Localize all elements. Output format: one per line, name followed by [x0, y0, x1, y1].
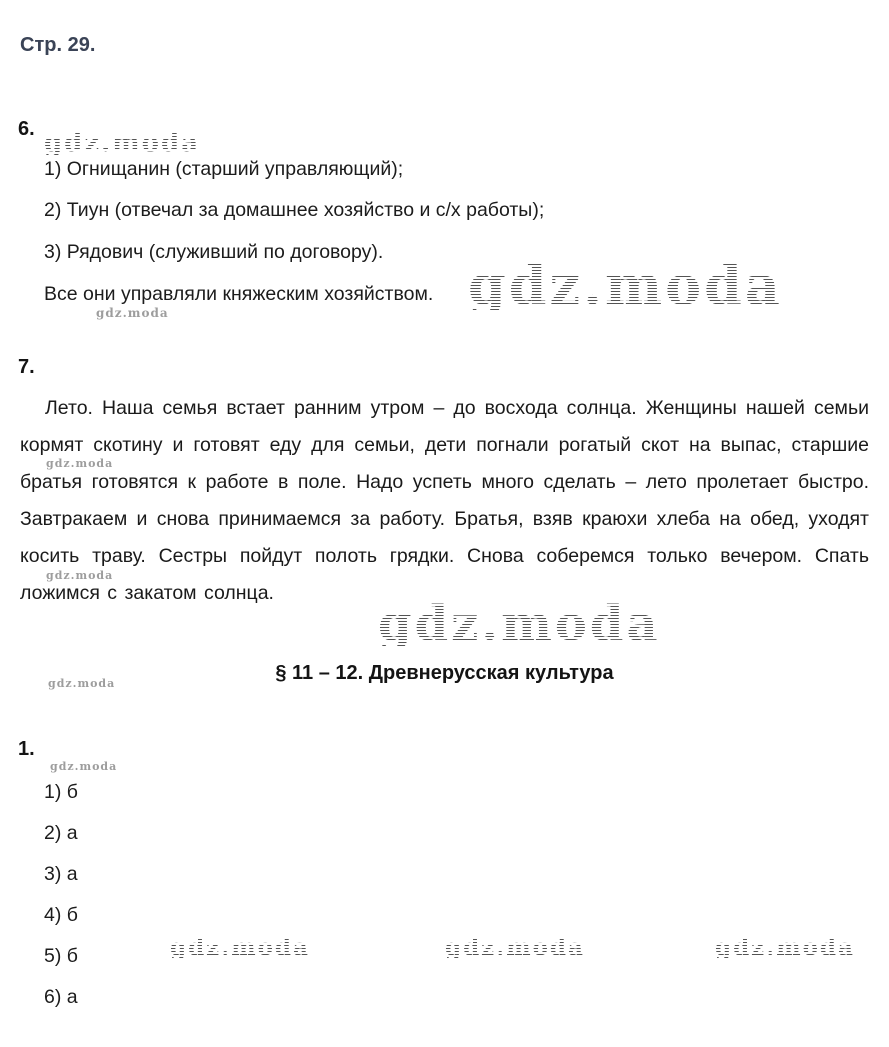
watermark: gdz.moda — [48, 677, 116, 690]
question-6-summary: Все они управляли княжеским хозяйством. — [44, 283, 434, 305]
question-6-answer-item: 3) Рядович (служивший по договору). — [44, 241, 384, 263]
answer-item: 5) б — [44, 945, 78, 967]
question-6-answer-item: 2) Тиун (отвечал за домашнее хозяйство и с/х работы); — [44, 199, 545, 221]
watermark: gdz.moda — [96, 306, 169, 320]
watermark: gdz.moda — [715, 934, 855, 961]
watermark: gdz.moda — [378, 596, 661, 652]
watermark: gdz.moda — [44, 128, 201, 158]
question-1-answers-list — [44, 772, 78, 1018]
question-7-number: 7. — [18, 356, 35, 378]
answer-item: 3) а — [44, 863, 78, 885]
question-7-answer-paragraph: Лето. Наша семья встает ранним утром – до восхода солнца. Женщины нашей семьи кормят скотину и готовят еду для семьи, дети погнали рогатый скот на выпас, старшие братья готовятся к работе в поле. Надо успеть много сделать – лето пролетает быстро. Завтракаем и снова принимаемся за работу. Братья, взяв краюхи хлеба на обед, уходят косить траву. Сестры пойдут полоть грядки. Снова соберемся только вечером. Спать ложимся с закатом солнца. — [20, 397, 869, 604]
answer-item: 2) а — [44, 822, 78, 844]
watermark: gdz.moda — [50, 760, 118, 773]
watermark: gdz.moda — [46, 457, 114, 470]
chapter-heading: § 11 – 12. Древнерусская культура — [275, 662, 614, 684]
answer-item: 4) б — [44, 904, 78, 926]
question-1-number: 1. — [18, 738, 35, 760]
question-6-number: 6. — [18, 118, 35, 140]
watermark: gdz.moda — [170, 934, 310, 961]
page-label: Стр. 29. — [20, 34, 96, 56]
watermark: gdz.moda — [46, 569, 114, 582]
answer-item: 6) а — [44, 986, 78, 1008]
answer-item: 1) б — [44, 781, 78, 803]
watermark: gdz.moda — [468, 253, 783, 317]
question-6-answer-item: 1) Огнищанин (старший управляющий); — [44, 158, 404, 180]
watermark: gdz.moda — [445, 934, 585, 961]
